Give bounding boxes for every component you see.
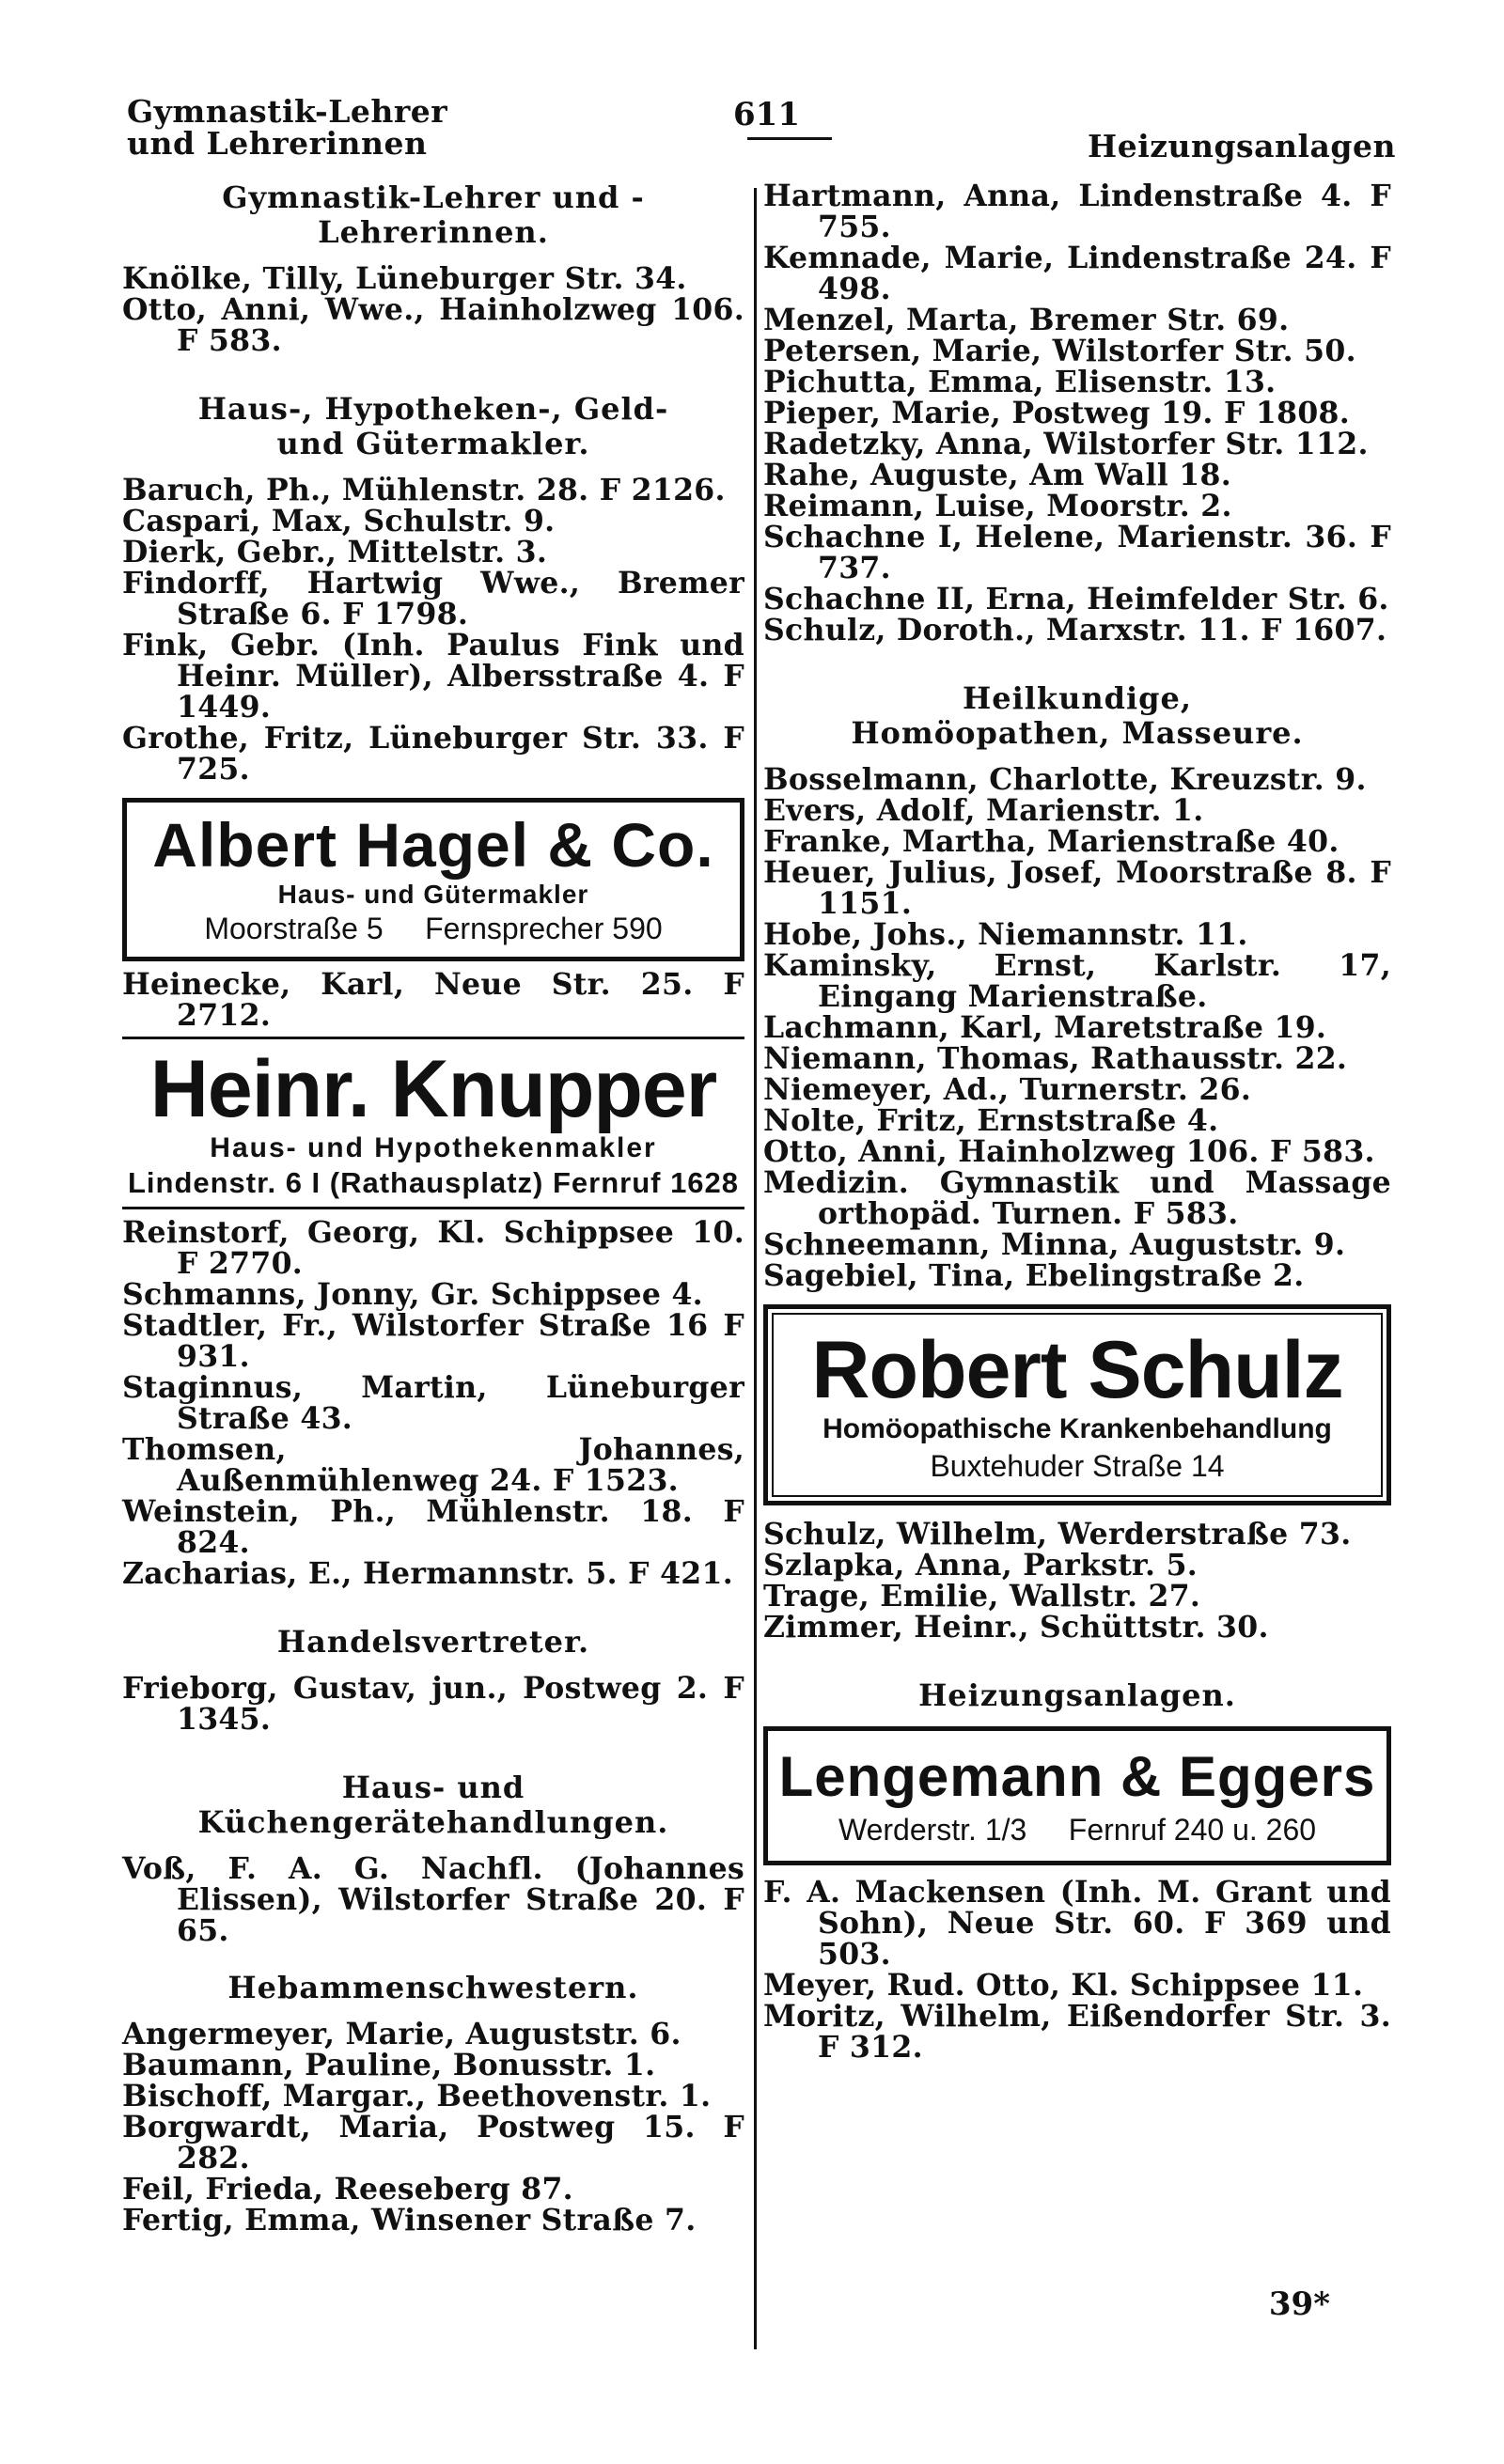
list-item: Baumann, Pauline, Bonusstr. 1. — [122, 2048, 656, 2082]
list-item: Radetzky, Anna, Wilstorfer Str. 112. — [763, 427, 1369, 461]
ad-knupper-subtitle: Haus- und Hypothekenmakler — [210, 1132, 657, 1163]
ad-heinr-knupper — [122, 1044, 744, 1201]
list-item: Reimann, Luise, Moorstr. 2. — [763, 489, 1232, 523]
list-item: Zimmer, Heinr., Schüttstr. 30. — [763, 1610, 1269, 1645]
list-item: Rahe, Auguste, Am Wall 18. — [763, 458, 1232, 492]
list-item: Hobe, Johs., Niemannstr. 11. — [763, 917, 1248, 952]
ad-hagel-street: Moorstraße 5 — [204, 912, 384, 945]
section-title-makler: Haus-, Hypotheken-, Geld- und Gütermakler. — [197, 391, 669, 461]
list-item: Heinecke, Karl, Neue Str. 25. F 2712. — [122, 967, 744, 1033]
list-item: Szlapka, Anna, Parkstr. 5. — [763, 1548, 1198, 1583]
list-item: Nolte, Fritz, Ernststraße 4. — [763, 1103, 1219, 1138]
list-item: Fertig, Emma, Winsener Straße 7. — [122, 2203, 697, 2238]
list-item: Staginnus, Martin, Lüneburger Straße 43. — [122, 1370, 744, 1436]
ad-lengemann-eggers — [763, 1726, 1391, 1865]
list-item: Reinstorf, Georg, Kl. Schippsee 10. F 2770. — [122, 1215, 744, 1281]
list-item: Findorff, Hartwig Wwe., Bremer Straße 6. F 1798. — [122, 566, 744, 632]
list-item: Niemann, Thomas, Rathausstr. 22. — [763, 1041, 1348, 1076]
section-title-handelsvertreter: Handelsvertreter. — [276, 1624, 590, 1660]
list-item: Niemeyer, Ad., Turnerstr. 26. — [763, 1072, 1252, 1107]
makler-list-continued — [122, 1217, 744, 1589]
heilkundige-list — [763, 764, 1391, 1291]
heizung-list — [763, 1877, 1391, 2063]
ad-albert-hagel — [122, 798, 744, 961]
list-item: Caspari, Max, Schulstr. 9. — [122, 504, 556, 538]
list-item: Kemnade, Marie, Lindenstraße 24. F 498. — [763, 241, 1391, 306]
gymnastik-list — [122, 263, 744, 356]
list-item: Trage, Emilie, Wallstr. 27. — [763, 1579, 1201, 1614]
divider — [122, 1207, 744, 1209]
list-item: Kaminsky, Ernst, Karlstr. 17, Eingang Marienstraße. — [763, 948, 1391, 1014]
list-item: F. A. Mackensen (Inh. M. Grant und Sohn), Neue Str. 60. F 369 und 503. — [763, 1875, 1391, 1972]
list-item: Medizin. Gymnastik und Massage orthopäd. Turnen. F 583. — [763, 1165, 1391, 1231]
ad-robert-schulz — [763, 1304, 1391, 1505]
list-item: Schulz, Doroth., Marxstr. 11. F 1607. — [763, 613, 1387, 647]
list-item: Weinstein, Ph., Mühlenstr. 18. F 824. — [122, 1494, 744, 1560]
list-item: Moritz, Wilhelm, Eißendorfer Str. 3. F 312. — [763, 1999, 1391, 2065]
section-title-heizung: Heizungsanlagen. — [918, 1677, 1236, 1713]
list-item: Bischoff, Margar., Beethovenstr. 1. — [122, 2079, 712, 2113]
ad-hagel-phone: Fernsprecher 590 — [425, 912, 663, 945]
ad-hagel-subtitle: Haus- und Gütermakler — [277, 880, 589, 909]
ad-lengemann-name: Lengemann & Eggers — [778, 1745, 1376, 1808]
list-item: Pieper, Marie, Postweg 19. F 1808. — [763, 396, 1351, 430]
list-item: Thomsen, Johannes, Außenmühlenweg 24. F 1523. — [122, 1432, 744, 1498]
section-title-heilkundige: Heilkundige, Homöopathen, Masseure. — [851, 680, 1304, 751]
column-divider — [754, 188, 757, 2349]
list-item: Schachne II, Erna, Heimfelder Str. 6. — [763, 582, 1389, 616]
ad-schulz-subtitle: Homöopathische Krankenbehandlung — [822, 1413, 1332, 1444]
hebammen-list — [122, 2019, 744, 2236]
section-title-hebammen: Hebammenschwestern. — [227, 1970, 639, 2005]
list-item: Grothe, Fritz, Lüneburger Str. 33. F 725. — [122, 721, 744, 787]
list-item: Borgwardt, Maria, Postweg 15. F 282. — [122, 2110, 744, 2175]
divider — [122, 1037, 744, 1039]
list-item: Knölke, Tilly, Lüneburger Str. 34. — [122, 261, 687, 296]
list-item: Petersen, Marie, Wilstorfer Str. 50. — [763, 334, 1356, 368]
page-number: 611 — [733, 96, 800, 133]
ad-schulz-address: Buxtehuder Straße 14 — [930, 1449, 1225, 1483]
list-item: Hartmann, Anna, Lindenstraße 4. F 755. — [763, 179, 1391, 244]
list-item: Heuer, Julius, Josef, Moorstraße 8. F 1151. — [763, 855, 1391, 921]
list-item: Schmanns, Jonny, Gr. Schippsee 4. — [122, 1277, 703, 1312]
ad-schulz-inner — [772, 1313, 1383, 1497]
right-column — [763, 180, 1391, 2063]
list-item: Zacharias, E., Hermannstr. 5. F 421. — [122, 1556, 734, 1591]
list-item: Sagebiel, Tina, Ebelingstraße 2. — [763, 1258, 1305, 1293]
list-item: Angermeyer, Marie, Auguststr. 6. — [122, 2017, 682, 2051]
list-item: Stadtler, Fr., Wilstorfer Straße 16 F 931. — [122, 1308, 744, 1374]
makler-list — [122, 475, 744, 785]
ad-lengemann-phone: Fernruf 240 u. 260 — [1068, 1813, 1317, 1847]
left-column — [122, 180, 744, 2236]
list-item: Feil, Frieda, Reeseberg 87. — [122, 2172, 573, 2207]
page-number-rule — [747, 137, 832, 140]
list-item: Evers, Adolf, Marienstr. 1. — [763, 793, 1204, 828]
handelsvertreter-list — [122, 1673, 744, 1735]
ad-lengemann-street: Werderstr. 1/3 — [838, 1813, 1027, 1847]
list-item: Baruch, Ph., Mühlenstr. 28. F 2126. — [122, 473, 726, 507]
list-item: Voß, F. A. G. Nachfl. (Johannes Elissen), Wilstorfer Straße 20. F 65. — [122, 1851, 744, 1948]
page-header — [0, 93, 1504, 171]
ad-schulz-name: Robert Schulz — [811, 1325, 1343, 1415]
list-item: Schachne I, Helene, Marienstr. 36. F 737. — [763, 520, 1391, 585]
heilkundige-list-continued — [763, 1519, 1391, 1643]
hebammen-list-continued — [763, 180, 1391, 646]
list-item: Menzel, Marta, Bremer Str. 69. — [763, 303, 1290, 337]
ad-hagel-name: Albert Hagel & Co. — [152, 810, 714, 880]
list-item: Otto, Anni, Hainholzweg 106. F 583. — [763, 1134, 1375, 1169]
header-left-title: Gymnastik-Lehrer und Lehrerinnen — [127, 93, 448, 162]
list-item: Lachmann, Karl, Maretstraße 19. — [763, 1010, 1327, 1045]
ad-lengemann-address — [774, 1810, 1381, 1849]
list-item: Frieborg, Gustav, jun., Postweg 2. F 1345. — [122, 1671, 744, 1737]
section-title-kuechengeraete: Haus- und Küchengerätehandlungen. — [197, 1770, 669, 1840]
list-item: Schneemann, Minna, Auguststr. 9. — [763, 1227, 1346, 1262]
list-item: Franke, Martha, Marienstraße 40. — [763, 824, 1340, 859]
sheet-mark: 39* — [1268, 2285, 1330, 2323]
list-item: Fink, Gebr. (Inh. Paulus Fink und Heinr. Müller), Albersstraße 4. F 1449. — [122, 628, 744, 725]
ad-knupper-name: Heinr. Knupper — [149, 1044, 717, 1134]
kuechengeraete-list — [122, 1853, 744, 1946]
header-right-title: Heizungsanlagen — [1088, 128, 1396, 164]
list-item: Schulz, Wilhelm, Werderstraße 73. — [763, 1517, 1352, 1552]
ad-knupper-address: Lindenstr. 6 I (Rathausplatz) Fernruf 1628 — [127, 1166, 740, 1199]
section-title-gymnastik: Gymnastik-Lehrer und -Lehrerinnen. — [222, 179, 645, 250]
ad-hagel-address — [133, 910, 734, 947]
list-item: Otto, Anni, Wwe., Hainholzweg 106. F 583. — [122, 292, 744, 358]
list-item: Meyer, Rud. Otto, Kl. Schippsee 11. — [763, 1968, 1364, 2003]
list-item: Dierk, Gebr., Mittelstr. 3. — [122, 535, 548, 569]
list-item: Bosselmann, Charlotte, Kreuzstr. 9. — [763, 762, 1367, 797]
list-item: Pichutta, Emma, Elisenstr. 13. — [763, 365, 1277, 399]
